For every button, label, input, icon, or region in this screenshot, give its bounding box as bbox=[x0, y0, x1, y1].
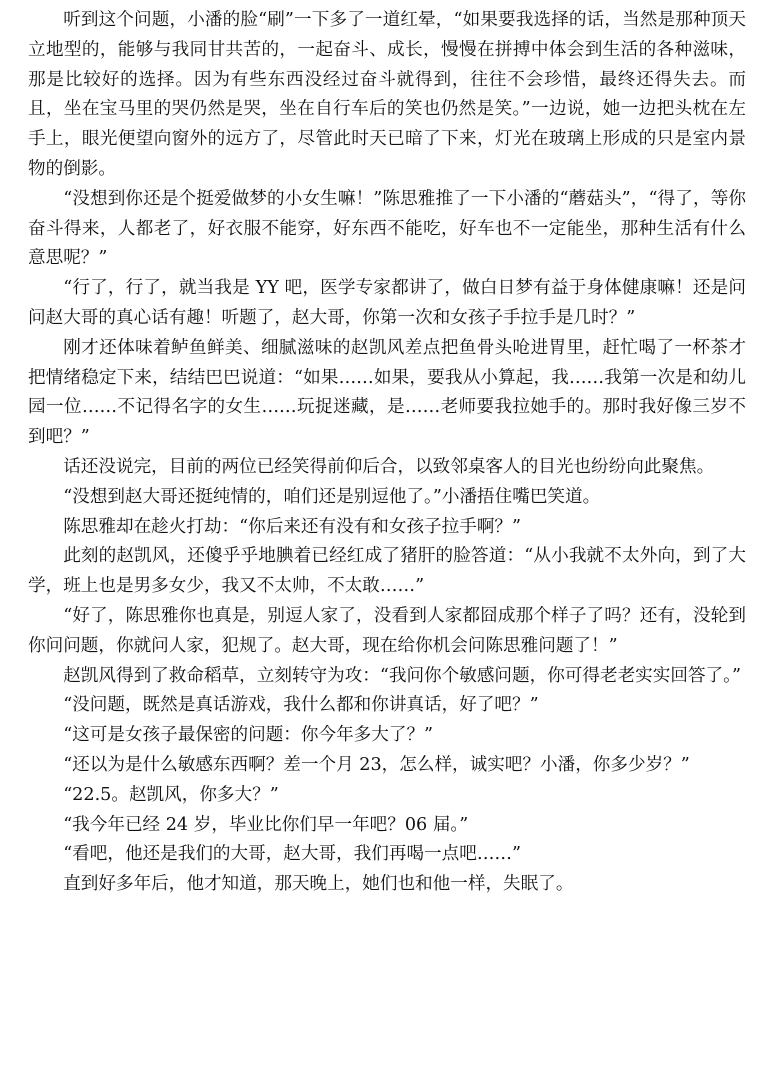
paragraph-12: “这可是女孩子最保密的问题：你今年多大了？” bbox=[63, 725, 434, 746]
paragraph-9: “好了，陈思雅你也真是，别逗人家了，没看到人家都囧成那个样子了吗？还有，没轮到你问问题，你就问人家，犯规了。赵大哥，现在给你机会问陈思雅问题了！” bbox=[28, 605, 746, 656]
paragraph-15: “我今年已经 24 岁，毕业比你们早一年吧？06 届。” bbox=[63, 814, 469, 835]
book-page bbox=[28, 6, 746, 900]
paragraph-14: “22.5。赵凯风，你多大？” bbox=[63, 784, 279, 805]
paragraph-8: 此刻的赵凯风，还傻乎乎地腆着已经红成了猪肝的脸答道：“从小我就不太外向，到了大学，班上也是男多女少，我又不太帅，不太敢……” bbox=[28, 546, 746, 597]
paragraph-17: 直到好多年后，他才知道，那天晚上，她们也和他一样，失眠了。 bbox=[63, 874, 574, 895]
paragraph-2: “没想到你还是个挺爱做梦的小女生嘛！”陈思雅推了一下小潘的“蘑菇头”，“得了，等你奋斗得来，人都老了，好衣服不能穿，好东西不能吃，好车也不一定能坐，那种生活有什么意思呢？” bbox=[28, 188, 746, 269]
paragraph-13: “还以为是什么敏感东西啊？差一个月 23，怎么样，诚实吧？小潘，你多少岁？” bbox=[63, 754, 690, 775]
paragraph-5: 话还没说完，目前的两位已经笑得前仰后合，以致邻桌客人的目光也纷纷向此聚焦。 bbox=[63, 456, 715, 477]
paragraph-11: “没问题，既然是真话游戏，我什么都和你讲真话，好了吧？” bbox=[63, 695, 539, 716]
paragraph-3: “行了，行了，就当我是 YY 吧，医学专家都讲了，做白日梦有益于身体健康嘛！还是问问赵大哥的真心话有趣！听题了，赵大哥，你第一次和女孩子手拉手是几时？” bbox=[28, 278, 746, 328]
paragraph-6: “没想到赵大哥还挺纯情的，咱们还是别逗他了。”小潘捂住嘴巴笑道。 bbox=[63, 486, 601, 507]
paragraph-1: 听到这个问题，小潘的脸“刷”一下多了一道红晕，“如果要我选择的话，当然是那种顶天立地型的，能够与我同甘共苦的，一起奋斗、成长，慢慢在拼搏中体会到生活的各种滋味，那是比较好的选择。因为有些东西没经过奋斗就得到，往往不会珍惜，最终还得失去。而且，坐在宝马里的哭仍然是哭，坐在自行车后的笑也仍然是笑。”一边说，她一边把头枕在左手上，眼光便望向窗外的远方了，尽管此时天已暗了下来，灯光在玻璃上形成的只是室内景物的倒影。 bbox=[28, 10, 746, 179]
paragraph-10: 赵凯风得到了救命稻草，立刻转守为攻：“我问你个敏感问题，你可得老老实实回答了。” bbox=[63, 665, 741, 686]
paragraph-16: “看吧，他还是我们的大哥，赵大哥，我们再喝一点吧……” bbox=[63, 844, 522, 865]
paragraph-4: 刚才还体味着鲈鱼鲜美、细腻滋味的赵凯风差点把鱼骨头呛进胃里，赶忙喝了一杯茶才把情绪稳定下来，结结巴巴说道：“如果……如果，要我从小算起，我……我第一次是和幼儿园一位……不记得名字的女生……玩捉迷藏，是……老师要我拉她手的。那时我好像三岁不到吧？” bbox=[28, 337, 746, 448]
paragraph-7: 陈思雅却在趁火打劫：“你后来还有没有和女孩子拉手啊？” bbox=[63, 516, 522, 537]
